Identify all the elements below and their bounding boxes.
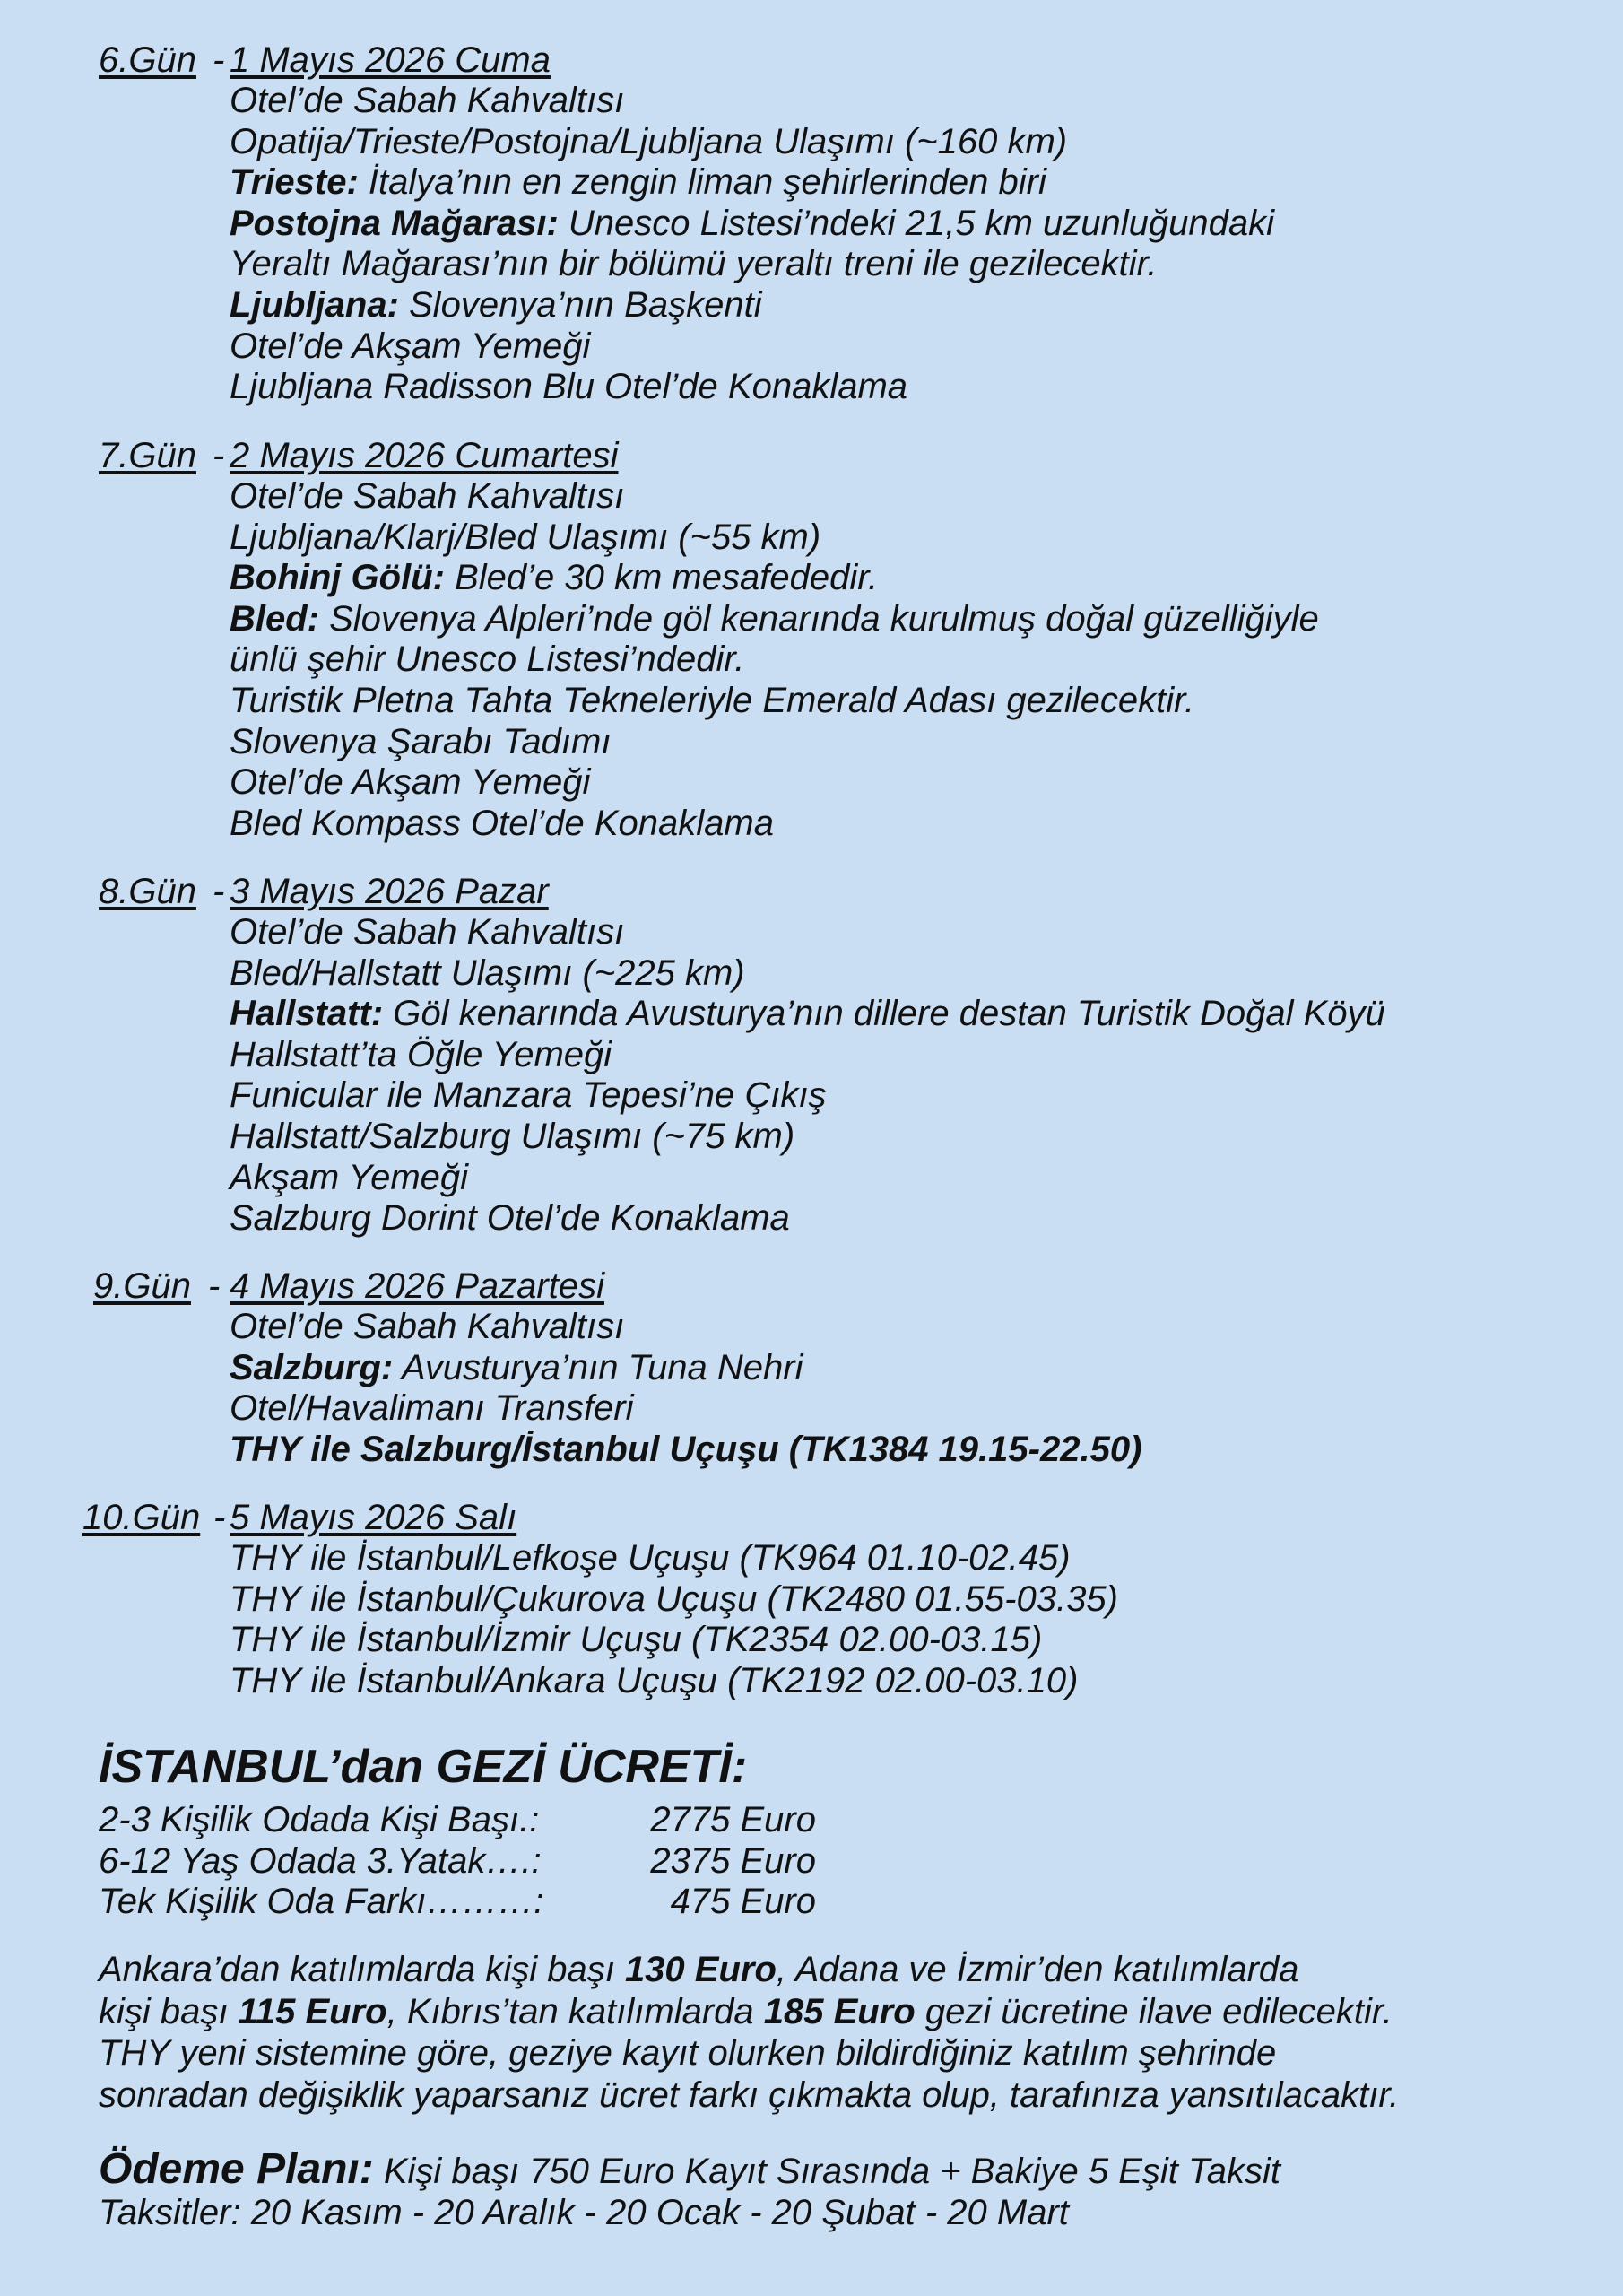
activity-line: Turistik Pletna Tahta Tekneleriyle Emerald Adası gezilecektir. <box>230 680 1195 720</box>
day-dash: - <box>213 1498 226 1537</box>
activity-line: Bled: Slovenya Alpleri’nde göl kenarında kurulmuş doğal güzelliğiyle <box>230 598 1319 639</box>
day-10-section <box>0 1497 1623 1701</box>
day-dash: - <box>208 1266 221 1306</box>
note-line: THY yeni sistemine göre, geziye kayıt olurken bildirdiğiniz katılım şehrinde <box>99 2033 1277 2073</box>
price-amount: 2775 Euro <box>650 1800 816 1839</box>
activity-line: Bohinj Gölü: Bled’e 30 km mesafededir. <box>230 558 879 598</box>
flight-line: THY ile İstanbul/Lefkoşe Uçuşu (TK964 01.10-02.45) <box>230 1538 1071 1578</box>
price-row <box>99 1800 816 1841</box>
activity-line: Bled/Hallstatt Ulaşımı (~225 km) <box>230 952 745 993</box>
day-date: 2 Mayıs 2026 Cumartesi <box>230 436 619 475</box>
price-label: 2-3 Kişilik Odada Kişi Başı.: <box>99 1800 540 1839</box>
activity-line: Akşam Yemeği <box>230 1157 469 1197</box>
day-header <box>0 871 1623 912</box>
payment-plan <box>99 2145 1280 2234</box>
activity-line: Otel’de Akşam Yemeği <box>230 762 591 803</box>
note-line: sonradan değişiklik yaparsanız ücret farkı çıkmakta olup, tarafınıza yansıtılacaktır. <box>99 2074 1400 2115</box>
pricing-notes <box>99 1949 1399 2116</box>
day-8-section <box>0 871 1623 1239</box>
activity-line: Trieste: İtalya’nın en zengin liman şehirlerinden biri <box>230 162 1046 203</box>
payment-text: Kişi başı 750 Euro Kayıt Sırasında + Bakiye 5 Eşit Taksit <box>373 2152 1280 2191</box>
activity-line: Ljubljana/Klarj/Bled Ulaşımı (~55 km) <box>230 517 821 557</box>
activity-line: Otel’de Akşam Yemeği <box>230 326 591 366</box>
price-amount: 475 Euro <box>670 1882 816 1922</box>
activity-line: Bled Kompass Otel’de Konaklama <box>230 803 774 843</box>
day-number: 7.Gün <box>99 436 196 475</box>
price-amount: 2375 Euro <box>650 1840 816 1881</box>
price-row <box>99 1841 816 1883</box>
activity-line: Otel’de Sabah Kahvaltısı <box>230 1307 625 1346</box>
flight-line: THY ile Salzburg/İstanbul Uçuşu (TK1384 19.15-22.50) <box>230 1429 1142 1469</box>
day-header <box>0 39 1623 81</box>
day-activities <box>230 81 1623 408</box>
installments-line: Taksitler: 20 Kasım - 20 Aralık - 20 Ocak - 20 Şubat - 20 Mart <box>99 2193 1069 2232</box>
price-label: Tek Kişilik Oda Farkı………: <box>99 1882 544 1922</box>
activity-line: Otel’de Sabah Kahvaltısı <box>230 912 625 952</box>
activity-line: Otel/Havalimanı Transferi <box>230 1388 634 1429</box>
payment-summary <box>99 2145 1280 2193</box>
price-label: 6-12 Yaş Odada 3.Yatak….: <box>99 1840 542 1881</box>
day-dash: - <box>213 872 225 911</box>
activity-line: Slovenya Şarabı Tadımı <box>230 721 612 761</box>
activity-line: Yeraltı Mağarası’nın bir bölümü yeraltı treni ile gezilecektir. <box>230 244 1158 284</box>
day-7-section <box>0 435 1623 844</box>
activity-line: Postojna Mağarası: Unesco Listesi’ndeki 21,5 km uzunluğundaki <box>230 203 1275 243</box>
flight-line: THY ile İstanbul/İzmir Uçuşu (TK2354 02.00-03.15) <box>230 1620 1043 1660</box>
note-line: Ankara’dan katılımlarda kişi başı 130 Euro, Adana ve İzmir’den katılımlarda <box>99 1950 1299 1989</box>
note-line: kişi başı 115 Euro, Kıbrıs’tan katılımlarda 185 Euro gezi ücretine ilave edilecektir. <box>99 1991 1393 2031</box>
day-number: 6.Gün <box>99 40 196 80</box>
day-activities <box>230 476 1623 844</box>
day-date: 3 Mayıs 2026 Pazar <box>230 872 549 911</box>
activity-line: Salzburg: Avusturya’nın Tuna Nehri <box>230 1347 803 1387</box>
day-header <box>0 1265 1623 1307</box>
day-9-section <box>0 1265 1623 1470</box>
day-header <box>0 435 1623 476</box>
activity-line: Hallstatt/Salzburg Ulaşımı (~75 km) <box>230 1116 795 1156</box>
day-activities <box>230 1307 1623 1470</box>
day-number: 10.Gün <box>82 1498 201 1537</box>
activity-line: Ljubljana: Slovenya’nın Başkenti <box>230 284 762 325</box>
day-activities <box>230 912 1623 1239</box>
price-row <box>99 1882 816 1923</box>
day-date: 4 Mayıs 2026 Pazartesi <box>230 1266 604 1306</box>
flight-line: THY ile İstanbul/Çukurova Uçuşu (TK2480 01.55-03.35) <box>230 1578 1118 1619</box>
flight-line: THY ile İstanbul/Ankara Uçuşu (TK2192 02.00-03.10) <box>230 1660 1079 1700</box>
activity-line: Otel’de Sabah Kahvaltısı <box>230 476 625 516</box>
day-date: 5 Mayıs 2026 Salı <box>230 1498 517 1537</box>
activity-line: Hallstatt’ta Öğle Yemeği <box>230 1034 612 1074</box>
activity-line: Opatija/Trieste/Postojna/Ljubljana Ulaşımı (~160 km) <box>230 121 1068 161</box>
day-number: 8.Gün <box>99 872 196 911</box>
activity-line: Otel’de Sabah Kahvaltısı <box>230 81 625 120</box>
activity-line: Ljubljana Radisson Blu Otel’de Konaklama <box>230 367 908 407</box>
activity-line: ünlü şehir Unesco Listesi’ndedir. <box>230 639 745 680</box>
payment-title: Ödeme Planı: <box>99 2145 374 2193</box>
day-dash: - <box>213 436 225 475</box>
activity-line: Funicular ile Manzara Tepesi’ne Çıkış <box>230 1075 827 1116</box>
day-date: 1 Mayıs 2026 Cuma <box>230 40 551 80</box>
day-activities <box>230 1538 1623 1701</box>
day-header <box>0 1497 1623 1538</box>
day-6-section <box>0 39 1623 408</box>
pricing-table <box>99 1800 816 1923</box>
activity-line: Salzburg Dorint Otel’de Konaklama <box>230 1198 790 1239</box>
activity-line: Hallstatt: Göl kenarında Avusturya’nın dillere destan Turistik Doğal Köyü <box>230 994 1385 1034</box>
pricing-title: İSTANBUL’dan GEZİ ÜCRETİ: <box>99 1741 748 1793</box>
day-dash: - <box>213 40 225 80</box>
day-number: 9.Gün <box>93 1266 191 1306</box>
